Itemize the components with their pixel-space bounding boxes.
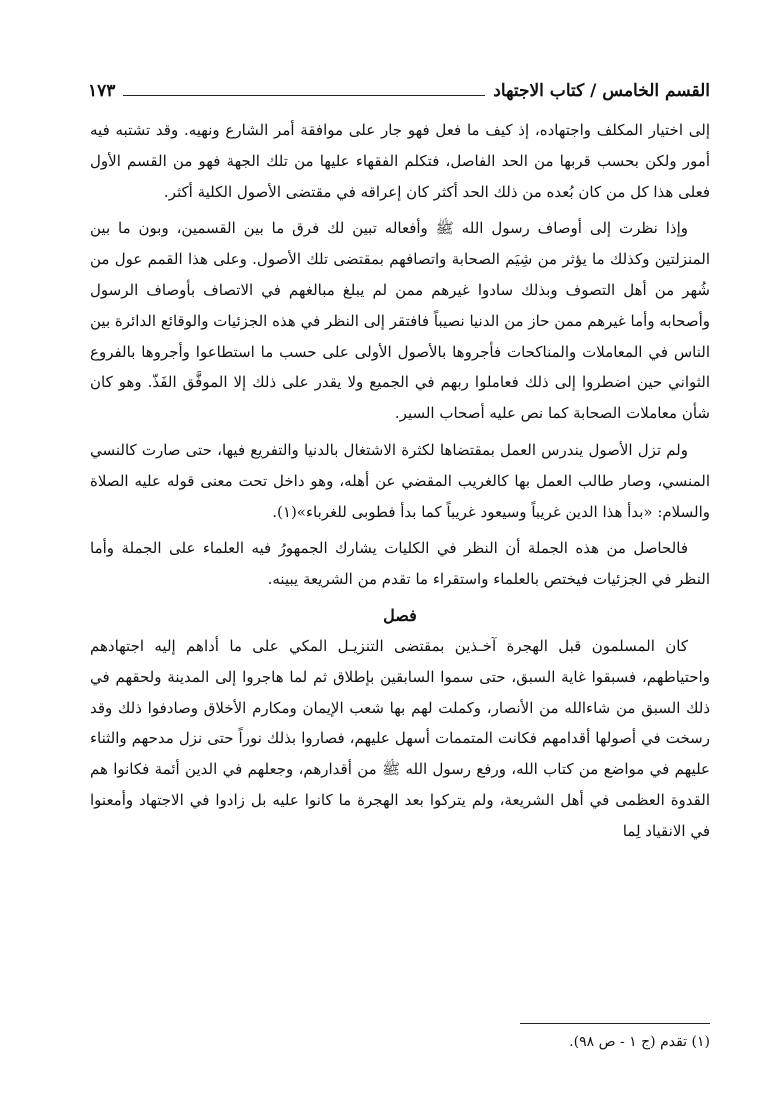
footnote: (١) تقدم (ج ١ - ص ٩٨). [569,1034,710,1050]
running-title: القسم الخامس / كتاب الاجتهاد [493,81,710,101]
header-rule [123,95,485,96]
paragraph: فالحاصل من هذه الجملة أن النظر في الكليات يشارك الجمهورُ فيه العلماء على الجملة وأما النظر في الجزئيات فيختص بالعلماء واستقراء ما تقدم من الشريعة يبينه. [90,539,710,589]
page-number: ١٧٣ [88,81,116,101]
paragraph: إلى اختيار المكلف واجتهاده، إذ كيف ما فعل فهو جار على موافقة أمر الشارع ونهيه. وقد تشتبه فيه أمور ولكن بحسب قربها من الحد الفاصل، فتكلم الفقهاء عليها من تلك الجهة فهو من القسم الأول فعلى هذا كل من كان بُعده من ذلك الحد أكثر كان إعراقه في مقتضى الأصول الكلية أكثر. [90,121,710,201]
paragraph: ولم تزل الأصول يندرس العمل بمقتضاها لكثرة الاشتغال بالدنيا والتفريع فيها، حتى صارت كالنسي المنسي، وصار طالب العمل بها كالغريب المقضي عن أهله، وهو داخل تحت معنى قوله عليه الصلاة والسلام: «بدأ هذا الدين غريباً وسيعود غريباً كما بدأ فطوبى للغرباء»(١). [90,440,710,521]
footnote-rule [520,1023,710,1024]
main-text [90,115,710,847]
paragraph: وإذا نظرت إلى أوصاف رسول الله ﷺ وأفعاله تبين لك فرق ما بين القسمين، وبون ما بين المنزلتين وكذلك ما يؤثر من شِيَم الصحابة واتصافهم بمقتضى تلك الأصول. وعلى هذا القمم عول من شُهر من أهل التصوف وبذلك سادوا غيرهم ممن لم يبلغ مبالغهم في الاتصاف بأوصاف الرسول وأصحابه وأما غيرهم ممن حاز من الدنيا نصيباً فافتقر إلى النظر في هذه الجزئيات والوقائع الدائرة بين الناس في المعاملات والمناكحات فأجروها بالأصول الأولى على حسب ما استطاعوا وأجروها بالفروع الثواني حين اضطروا إلى ذلك فعاملوا ربهم في الجميع ولا يقدر على ذلك إلا الموفَّق الفَذّ. وهو كان شأن معاملات الصحابة كما نص عليه أصحاب السير. [90,219,710,423]
paragraph: كان المسلمون قبل الهجرة آخـذين بمقتضى التنزيـل المكي على ما أداهم إليه اجتهادهم واحتياطهم، فسبقوا غاية السبق، حتى سموا السابقين بإطلاق ثم لما هاجروا إلى المدينة ولحقهم في ذلك السبق من شاءالله من الأنصار، وكملت لهم بها شعب الإيمان ومكارم الأخلاق وصادفوا ذلك وقد رسخت في أصولها أقدامهم فكانت المتممات أسهل عليهم، فصاروا بذلك نوراً حتى نزل مدحهم والثناء عليهم في مواضع من كتاب الله، ورفع رسول الله ﷺ من أقدارهم، وجعلهم في الدين أئمة فكانوا هم القدوة العظمى في أهل الشريعة، ولم يتركوا بعد الهجرة ما كانوا عليه بل زادوا في الاجتهاد وأمعنوا في الانقياد لِما [90,636,710,840]
running-header [88,70,710,102]
section-heading: فصل [383,605,417,625]
